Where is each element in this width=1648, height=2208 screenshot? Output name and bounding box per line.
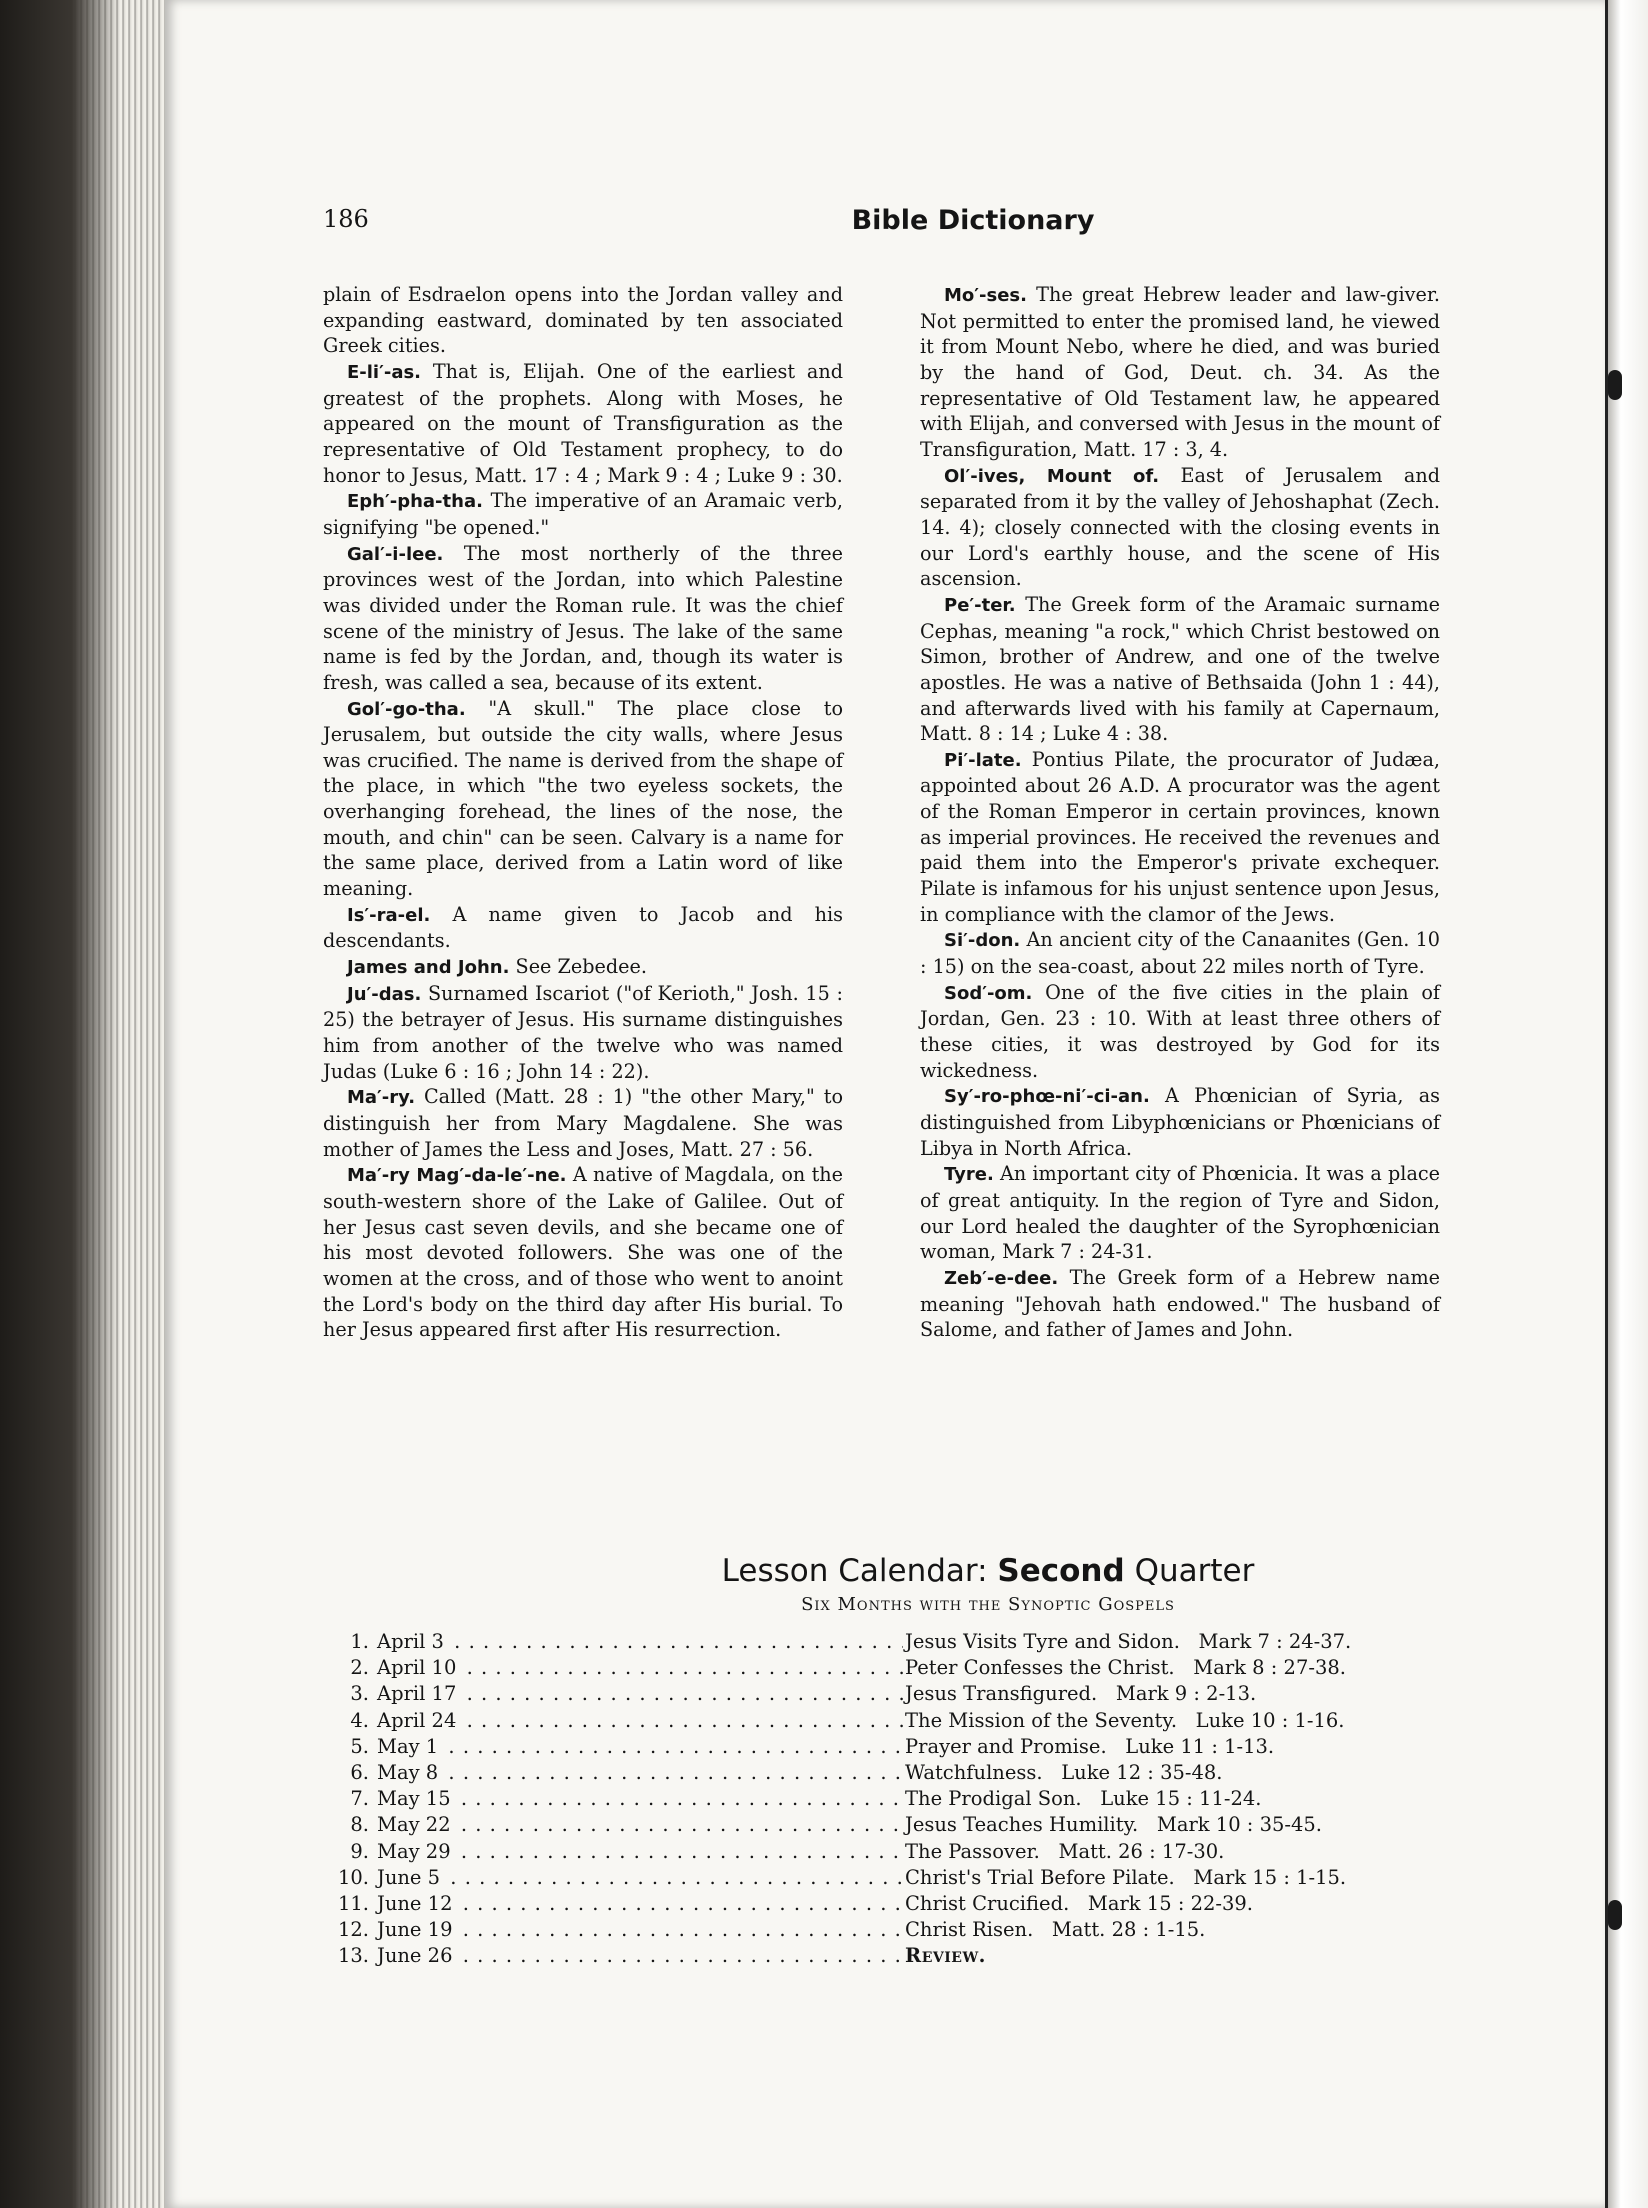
lesson-title	[903, 1891, 1253, 1917]
entry-headword: Sy′-ro-phœ-ni′-ci-an.	[944, 1086, 1150, 1108]
entry-headword: Sod′-om.	[944, 982, 1033, 1004]
lesson-date: June 26	[377, 1944, 456, 1967]
lesson-row	[323, 1812, 1573, 1838]
lesson-title	[903, 1917, 1205, 1943]
entry-text: East of Jerusalem and separated from it by the valley of Jehoshaphat (Zech. 14. 4); closely connected with the closing events in our Lord's earthly house, and the scene of His ascension.	[920, 463, 1440, 591]
lesson-number: 9.	[350, 1839, 369, 1863]
lesson-number: 12.	[337, 1918, 369, 1942]
entry-headword: Zeb′-e-dee.	[944, 1267, 1059, 1289]
dictionary-entry	[323, 696, 843, 902]
page-number: 186	[323, 205, 369, 233]
dictionary-entry	[323, 282, 843, 359]
dictionary-entry	[323, 541, 843, 696]
lesson-row	[323, 1734, 1573, 1760]
entry-text: Surnamed Iscariot ("of Kerioth," Josh. 15 : 25) the betrayer of Jesus. His surname distinguishes him from another of the twelve who was named Judas (Luke 6 : 16 ; John 14 : 22).	[323, 981, 843, 1083]
dictionary-entry	[920, 1083, 1440, 1161]
entry-headword: Pi′-late.	[944, 749, 1022, 771]
lesson-reference: Matt. 26 : 17-30.	[1058, 1839, 1225, 1863]
entry-text: Pontius Pilate, the procurator of Judæa, appointed about 26 A.D. A procurator was the agent of the Roman Emperor in certain provinces, known as imperial provinces. He received the revenues and paid them into the Emperor's private exchequer. Pilate is infamous for his unjust sentence upon Jesus, in compliance with the clamor of the Jews.	[920, 747, 1440, 926]
lesson-date: May 8	[377, 1761, 441, 1784]
entry-headword: Ol′-ives, Mount of.	[944, 465, 1160, 487]
entry-text: That is, Elijah. One of the earliest and greatest of the prophets. Along with Moses, he appeared on the mount of Transfiguration as the representative of Old Testament prophecy, to do honor to Jesus, Matt. 17 : 4 ; Mark 9 : 4 ; Luke 9 : 30.	[323, 359, 843, 487]
entry-headword: Gal′-i-lee.	[347, 543, 444, 565]
lesson-leader	[323, 1655, 903, 1681]
binding-ring-bottom	[1608, 1900, 1622, 1930]
lesson-row	[323, 1681, 1573, 1707]
lesson-reference: Mark 10 : 35-45.	[1156, 1813, 1322, 1837]
entry-text: The most northerly of the three provinces west of the Jordan, into which Palestine was divided under the Roman rule. It was the chief scene of the ministry of Jesus. The lake of the same name is fed by the Jordan, and, though its water is fresh, was called a sea, because of its extent.	[323, 541, 843, 694]
page	[165, 0, 1605, 2208]
lesson-reference: Mark 8 : 27-38.	[1193, 1656, 1346, 1680]
lesson-topic: Peter Confesses the Christ.	[905, 1656, 1175, 1680]
entry-text: plain of Esdraelon opens into the Jordan valley and expanding eastward, dominated by ten associated Greek cities.	[323, 283, 843, 358]
lesson-reference: Luke 15 : 11-24.	[1100, 1787, 1262, 1811]
lesson-topic: Jesus Visits Tyre and Sidon.	[905, 1630, 1180, 1653]
lesson-leader	[323, 1812, 903, 1838]
lesson-row	[323, 1839, 1573, 1865]
lesson-leader	[323, 1943, 903, 1969]
lesson-leader	[323, 1734, 903, 1760]
lesson-number: 8.	[350, 1813, 369, 1837]
lesson-number: 13.	[337, 1944, 369, 1968]
dictionary-entry	[920, 282, 1440, 463]
calendar-title-end: Quarter	[1134, 1553, 1255, 1589]
lesson-leader	[323, 1865, 903, 1891]
dictionary-entry	[920, 1265, 1440, 1343]
entry-headword: Eph′-pha-tha.	[347, 491, 483, 513]
lesson-topic: Review.	[905, 1944, 986, 1968]
entry-headword: Pe′-ter.	[944, 594, 1016, 616]
lesson-leader	[323, 1708, 903, 1734]
dictionary-entry	[920, 927, 1440, 979]
lesson-title	[903, 1865, 1346, 1891]
calendar-title-bold: Second	[997, 1553, 1125, 1589]
lesson-list	[323, 1629, 1573, 1969]
entry-text: A Phœnician of Syria, as distinguished from Libyphœnicians or Phœnicians of Libya in North Africa.	[920, 1084, 1440, 1160]
lesson-reference: Mark 15 : 1-15.	[1193, 1865, 1347, 1889]
lesson-date: April 24	[377, 1709, 459, 1732]
lesson-title	[903, 1786, 1261, 1812]
lesson-row	[323, 1786, 1573, 1812]
lesson-title	[903, 1760, 1223, 1786]
lesson-date: May 29	[377, 1840, 454, 1863]
lesson-number: 4.	[350, 1708, 369, 1732]
entry-text: A native of Magdala, on the south-western shore of the Lake of Galilee. Out of her Jesus cast seven devils, and she became one of his most devoted followers. She was one of the women at the cross, and of those who went to anoint the Lord's body on the third day after His burial. To her Jesus appeared first after His resurrection.	[323, 1163, 843, 1342]
entry-text: An important city of Phœnicia. It was a place of great antiquity. In the region of Tyre and Sidon, our Lord healed the daughter of the Syrophœnician woman, Mark 7 : 24-31.	[920, 1162, 1440, 1264]
lesson-date: April 10	[377, 1656, 459, 1679]
book-spine-shadow	[0, 0, 120, 2208]
lesson-topic: The Passover.	[905, 1839, 1040, 1863]
lesson-title	[903, 1812, 1322, 1838]
entry-headword: E-li′-as.	[347, 361, 422, 383]
lesson-title	[903, 1681, 1256, 1707]
lesson-leader	[323, 1891, 903, 1917]
lesson-date: May 22	[377, 1813, 454, 1836]
lesson-reference: Luke 10 : 1-16.	[1195, 1708, 1345, 1732]
lesson-leader	[323, 1681, 903, 1707]
lesson-topic: The Mission of the Seventy.	[905, 1708, 1178, 1732]
dictionary-entry	[920, 1161, 1440, 1265]
calendar-title-plain: Lesson Calendar:	[721, 1553, 988, 1589]
entry-text: An ancient city of the Canaanites (Gen. 10 : 15) on the sea-coast, about 22 miles north of Tyre.	[920, 928, 1440, 979]
lesson-row	[323, 1708, 1573, 1734]
lesson-reference: Mark 9 : 2-13.	[1115, 1682, 1257, 1706]
calendar-subtitle: Six Months with the Synoptic Gospels	[801, 1594, 1175, 1615]
entry-text: The imperative of an Aramaic verb, signifying "be opened."	[323, 489, 843, 539]
left-column	[323, 282, 843, 1343]
lesson-row	[323, 1760, 1573, 1786]
entry-headword: James and John.	[347, 957, 510, 979]
lesson-row	[323, 1629, 1573, 1655]
lesson-number: 1.	[350, 1630, 369, 1653]
lesson-row	[323, 1891, 1573, 1917]
entry-headword: Mo′-ses.	[944, 285, 1027, 306]
lesson-leader	[323, 1839, 903, 1865]
dictionary-entry	[323, 981, 843, 1085]
lesson-topic: The Prodigal Son.	[905, 1787, 1082, 1811]
lesson-leader	[323, 1760, 903, 1786]
lesson-title	[903, 1839, 1224, 1865]
lesson-date: June 5	[377, 1866, 443, 1889]
lesson-date: April 17	[377, 1682, 459, 1705]
entry-text: The Greek form of a Hebrew name meaning "Jehovah hath endowed." The husband of Salome, and father of James and John.	[920, 1265, 1440, 1342]
binding-ring-top	[1608, 370, 1622, 400]
entry-headword: Is′-ra-el.	[347, 904, 431, 926]
entry-headword: Ju′-das.	[347, 983, 422, 1005]
lesson-topic: Christ's Trial Before Pilate.	[905, 1865, 1175, 1889]
dictionary-entry	[323, 359, 843, 488]
lesson-leader	[323, 1917, 903, 1943]
lesson-reference: Luke 12 : 35-48.	[1061, 1760, 1223, 1784]
lesson-topic: Jesus Teaches Humility.	[905, 1813, 1139, 1837]
lesson-number: 10.	[337, 1865, 369, 1889]
entry-text: See Zebedee.	[515, 955, 647, 979]
lesson-number: 6.	[350, 1760, 369, 1784]
right-column	[920, 282, 1440, 1343]
lesson-topic: Christ Crucified.	[905, 1891, 1070, 1915]
entry-headword: Tyre.	[944, 1164, 994, 1186]
lesson-title	[903, 1708, 1345, 1734]
running-head: Bible Dictionary	[851, 205, 1095, 236]
lesson-leader	[323, 1629, 903, 1655]
lesson-topic: Jesus Transfigured.	[905, 1682, 1098, 1706]
entry-text: A name given to Jacob and his descendants.	[323, 902, 843, 953]
entry-headword: Si′-don.	[944, 930, 1021, 952]
lesson-topic: Christ Risen.	[905, 1918, 1034, 1942]
lesson-number: 3.	[350, 1682, 369, 1706]
lesson-reference: Matt. 28 : 1-15.	[1051, 1918, 1206, 1942]
lesson-date: April 3	[377, 1630, 447, 1653]
lesson-row	[323, 1655, 1573, 1681]
dictionary-entry	[920, 980, 1440, 1084]
lesson-date: June 12	[377, 1892, 456, 1915]
lesson-title	[903, 1734, 1274, 1760]
entry-headword: Ma′-ry Mag′-da-le′-ne.	[347, 1165, 567, 1187]
lesson-title	[903, 1943, 986, 1969]
lesson-reference: Luke 11 : 1-13.	[1125, 1734, 1275, 1758]
dictionary-entry	[323, 488, 843, 540]
lesson-topic: Watchfulness.	[905, 1760, 1043, 1784]
lesson-title	[903, 1655, 1346, 1681]
entry-text: The great Hebrew leader and law-giver. Not permitted to enter the promised land, he viewed it from Mount Nebo, where he died, and was buried by the hand of God, Deut. ch. 34. As the representative of Old Testament law, he appeared with Elijah, and conversed with Jesus in the mount of Transfiguration, Matt. 17 : 3, 4.	[920, 283, 1440, 461]
lesson-leader	[323, 1786, 903, 1812]
lesson-row	[323, 1917, 1573, 1943]
entry-headword: Ma′-ry.	[347, 1087, 416, 1109]
lesson-row	[323, 1865, 1573, 1891]
lesson-number: 11.	[337, 1891, 369, 1915]
lesson-calendar	[323, 1550, 1573, 1969]
entry-text: The Greek form of the Aramaic surname Cephas, meaning "a rock," which Christ bestowed on Simon, brother of Andrew, and one of the twelve apostles. He was a native of Bethsaida (John 1 : 44), and afterwards lived with his family at Capernaum, Matt. 8 : 14 ; Luke 4 : 38.	[920, 592, 1440, 746]
entry-text: "A skull." The place close to Jerusalem, but outside the city walls, where Jesus was crucified. The name is derived from the shape of the place, in which "the two eyeless sockets, the overhanging forehead, the lines of the nose, the mouth, and chin" can be seen. Calvary is a name for the same place, derived from a Latin word of like meaning.	[323, 696, 843, 901]
entry-text: Called (Matt. 28 : 1) "the other Mary," to distinguish her from Mary Magdalene. She was mother of James the Less and Joses, Matt. 27 : 56.	[323, 1085, 843, 1161]
next-page-edge	[1605, 0, 1648, 2208]
lesson-date: June 19	[377, 1918, 456, 1941]
entry-headword: Gol′-go-tha.	[347, 698, 466, 720]
dictionary-entry	[323, 902, 843, 954]
lesson-date: May 15	[377, 1787, 454, 1810]
entry-text: One of the five cities in the plain of Jordan, Gen. 23 : 10. With at least three others of these cities, it was destroyed by God for its wickedness.	[920, 980, 1440, 1082]
page-header	[323, 205, 1573, 245]
lesson-reference: Mark 15 : 22-39.	[1087, 1891, 1253, 1915]
dictionary-entry	[920, 592, 1440, 747]
lesson-row	[323, 1943, 1573, 1969]
lesson-number: 5.	[350, 1734, 369, 1758]
dictionary-entry	[920, 747, 1440, 928]
lesson-date: May 1	[377, 1735, 441, 1758]
lesson-topic: Prayer and Promise.	[905, 1734, 1107, 1758]
dictionary-entry	[920, 463, 1440, 592]
lesson-number: 2.	[350, 1656, 369, 1680]
dictionary-entry	[323, 1162, 843, 1343]
lesson-reference: Mark 7 : 24-37.	[1198, 1630, 1352, 1653]
lesson-number: 7.	[350, 1787, 369, 1811]
calendar-title	[323, 1550, 1573, 1592]
dictionary-entry	[323, 1084, 843, 1162]
dictionary-entry	[323, 954, 843, 981]
lesson-title	[903, 1629, 1351, 1655]
